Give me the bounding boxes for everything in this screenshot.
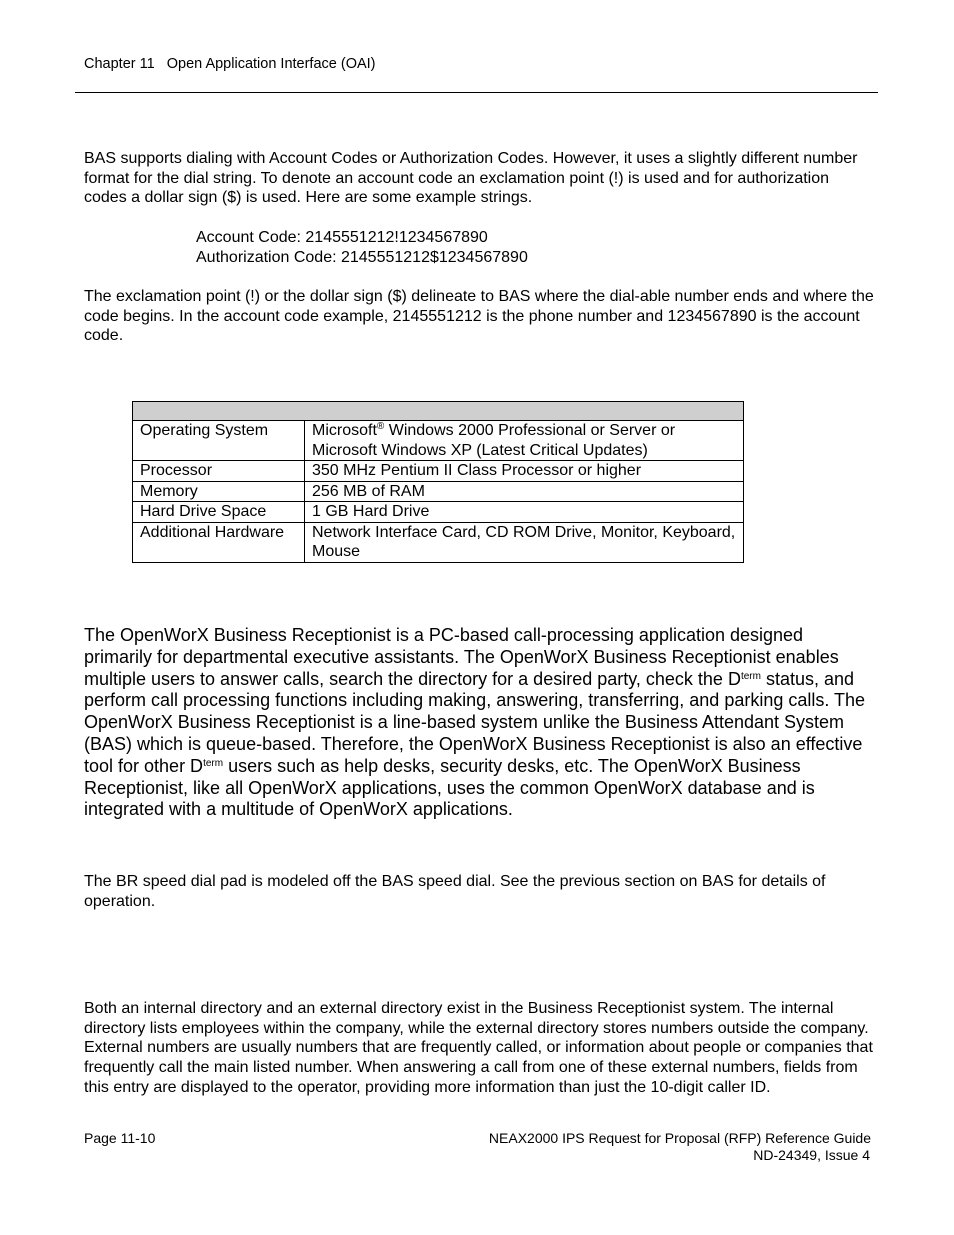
header-divider (75, 92, 878, 93)
system-requirements-table (132, 401, 744, 563)
table-header-row (133, 402, 744, 421)
guide-title: NEAX2000 IPS Request for Proposal (RFP) Reference Guide (488, 1130, 871, 1146)
table-cell-label: Operating System (133, 421, 305, 461)
table-header-cell (133, 402, 744, 421)
os-value-part: Microsoft (312, 422, 377, 439)
table-cell-value: Network Interface Card, CD ROM Drive, Monitor, Keyboard, Mouse (305, 522, 744, 562)
os-value-rest: Windows 2000 Professional or Server or Microsoft Windows XP (Latest Critical Updates) (312, 422, 676, 459)
authorization-code-example: Authorization Code: 2145551212$1234567890 (196, 249, 528, 266)
table-cell-label: Processor (133, 461, 305, 482)
table-cell-value (305, 421, 744, 461)
table-cell-value: 1 GB Hard Drive (305, 502, 744, 523)
table-row (133, 522, 744, 562)
account-code-example: Account Code: 2145551212!1234567890 (196, 229, 488, 246)
speed-dial-paragraph: The BR speed dial pad is modeled off the BAS speed dial. See the previous section on BAS for details of operation. (84, 873, 826, 910)
table-row (133, 461, 744, 482)
directory-paragraph: Both an internal directory and an external directory exist in the Business Receptionist system. The internal directory lists employees within the company, while the external directory stores numbers outside the company. External numbers are usually numbers that are frequently called, or information about people or companies that frequently call the main listed number. When answering a call from one of these external numbers, fields from this entry are displayed to the operator, providing more information than just the 10-digit caller ID. (84, 1000, 873, 1096)
term-superscript: term (203, 757, 224, 769)
page-number: Page 11-10 (84, 1130, 156, 1146)
chapter-header: Chapter 11 Open Application Interface (OAI) (84, 56, 376, 72)
table-row (133, 481, 744, 502)
bas-codes-paragraph: BAS supports dialing with Account Codes or Authorization Codes. However, it uses a slightly different number format for the dial string. To denote an account code an exclamation point (!) is used and for authorization codes a dollar sign ($) is used. Here are some example strings. (84, 150, 858, 207)
document-number: ND-24349, Issue 4 (753, 1147, 870, 1163)
term-superscript: term (740, 670, 761, 682)
registered-mark: ® (376, 421, 385, 432)
table-cell-value: 350 MHz Pentium II Class Processor or higher (305, 461, 744, 482)
business-receptionist-paragraph (84, 625, 874, 821)
table-cell-value: 256 MB of RAM (305, 481, 744, 502)
table-row (133, 421, 744, 461)
table-cell-label: Hard Drive Space (133, 502, 305, 523)
br-text-part: status, and perform call processing functions including making, answering, transferring, and parking calls. The OpenWorX Business Receptionist is a line-based system unlike the Business Attendant System (BAS) which is queue-based. Therefore, the OpenWorX Business Receptionist is also an effective tool for other D (84, 668, 866, 776)
table-cell-label: Additional Hardware (133, 522, 305, 562)
code-explanation-paragraph: The exclamation point (!) or the dollar sign ($) delineate to BAS where the dial-able number ends and where the code begins. In the account code example, 2145551212 is the phone number and 1234567890 is the account code. (84, 288, 874, 345)
table-row (133, 502, 744, 523)
br-text-part: users such as help desks, security desks, etc. The OpenWorX Business Receptionist, like all OpenWorX applications, uses the common OpenWorX database and is integrated with a multitude of OpenWorX applications. (84, 755, 815, 820)
br-text-part: The OpenWorX Business Receptionist is a PC-based call-processing application designed primarily for departmental executive assistants. The OpenWorX Business Receptionist enables multiple users to answer calls, search the directory for a desired party, check the D (84, 625, 839, 689)
table-cell-label: Memory (133, 481, 305, 502)
